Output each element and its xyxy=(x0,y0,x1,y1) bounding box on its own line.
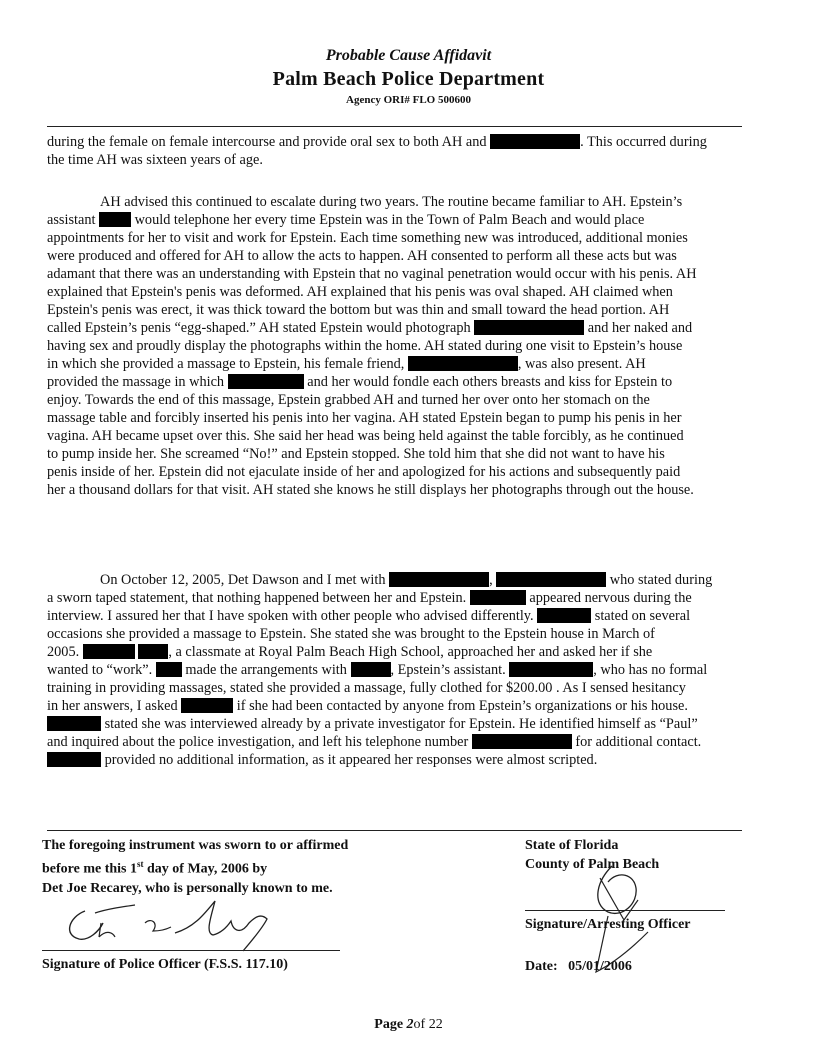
redaction-block xyxy=(408,356,518,371)
redaction-block xyxy=(83,644,135,659)
agency-ori: Agency ORI# FLO 500600 xyxy=(346,94,471,106)
document-title: Probable Cause Affidavit xyxy=(325,47,492,64)
redaction-block xyxy=(470,590,526,605)
header-divider xyxy=(47,126,742,127)
page-number: Page 2of 22 xyxy=(374,1017,443,1032)
redaction-block xyxy=(537,608,591,623)
body-line: appointments for her to visit and work for Epstein. Each time something new was introduced, additional monies xyxy=(47,230,688,246)
department-name: Palm Beach Police Department xyxy=(272,68,545,90)
sworn-line-1: The foregoing instrument was sworn to or affirmed xyxy=(42,838,349,853)
redaction-block xyxy=(509,662,593,677)
officer-signature-label: Signature of Police Officer (F.S.S. 117.10) xyxy=(42,957,288,972)
redaction-block xyxy=(472,734,572,749)
body-line: to pump inside her. She screamed “No!” and Epstein stopped. She told him that she did not want to have his xyxy=(47,446,665,462)
redaction-block xyxy=(351,662,391,677)
body-line: the time AH was sixteen years of age. xyxy=(47,152,263,168)
body-line: AH advised this continued to escalate during two years. The routine became familiar to AH. Epstein’s xyxy=(100,194,683,210)
body-line: having sex and proudly display the photographs within the home. AH stated during one visit to Epstein’s house xyxy=(47,338,683,354)
body-line: adamant that there was an understanding with Epstein that no vaginal penetration would occur with his penis. AH xyxy=(47,266,697,282)
date-field: Date: 05/01/2006 xyxy=(525,959,632,974)
body-line: wanted to “work”. made the arrangements with , Epstein’s assistant. , who has no formal xyxy=(47,662,708,678)
sworn-line-2: before me this 1st day of May, 2006 by xyxy=(42,859,268,877)
body-line: in her answers, I asked if she had been contacted by anyone from Epstein’s organizations or his house. xyxy=(47,698,688,714)
body-line: 2005. , a classmate at Royal Palm Beach High School, approached her and asked her if she xyxy=(47,644,653,660)
body-line: called Epstein’s penis “egg-shaped.” AH stated Epstein would photograph and her naked and xyxy=(47,320,693,336)
redaction-block xyxy=(490,134,580,149)
body-line: provided no additional information, as it appeared her responses were almost scripted. xyxy=(47,751,597,769)
body-line: were produced and offered for AH to allow the acts to happen. AH consented to perform all these acts but was xyxy=(47,248,677,264)
body-line: occasions she provided a massage to Epstein. She stated she was brought to the Epstein house in March of xyxy=(47,626,655,642)
body-line: Epstein's penis was erect, it was thick toward the bottom but was thin and small toward the head portion. AH xyxy=(47,302,670,318)
body-line: assistant would telephone her every time Epstein was in the Town of Palm Beach and would place xyxy=(47,212,645,228)
body-line: enjoy. Towards the end of this massage, Epstein grabbed AH and turned her over onto her stomach on the xyxy=(47,392,650,408)
redaction-block xyxy=(138,644,168,659)
redaction-block xyxy=(389,572,489,587)
officer-signature-line xyxy=(42,950,340,951)
body-line: her a thousand dollars for that visit. AH stated she knows he still displays her photographs through out the house. xyxy=(47,482,694,498)
body-line: vagina. AH became upset over this. She said her head was being held against the table forcibly, as he continued xyxy=(47,428,684,444)
body-line: a sworn taped statement, that nothing happened between her and Epstein. appeared nervous during the xyxy=(47,590,692,606)
footer-divider xyxy=(47,830,742,831)
body-line: interview. I assured her that I have spoken with other people who advised differently. stated on several xyxy=(47,608,691,624)
officer-signature-scribble xyxy=(55,893,295,953)
redaction-block xyxy=(496,572,606,587)
body-line: and inquired about the police investigation, and left his telephone number for additional contact. xyxy=(47,734,702,750)
body-line: during the female on female intercourse and provide oral sex to both AH and . This occurred during xyxy=(47,134,707,150)
sworn-statement xyxy=(42,836,348,898)
redaction-block xyxy=(99,212,131,227)
date-value: 05/01/2006 xyxy=(568,959,632,974)
sworn-line-3: Det Joe Recarey, who is personally known to me. xyxy=(42,880,333,896)
arresting-signature-line xyxy=(525,910,725,911)
body-line: massage table and forcibly inserted his penis into her vagina. AH stated Epstein began to pump his penis in her xyxy=(47,410,682,426)
redaction-block xyxy=(181,698,233,713)
body-line: provided the massage in which and her would fondle each others breasts and kiss for Epstein to xyxy=(47,374,673,390)
arresting-signature-label: Signature/Arresting Officer xyxy=(525,917,691,932)
county-label: County of Palm Beach xyxy=(525,857,660,872)
body-line: On October 12, 2005, Det Dawson and I met with , who stated during xyxy=(100,572,713,588)
body-line: stated she was interviewed already by a private investigator for Epstein. He identified himself as “Paul” xyxy=(47,715,698,733)
state-label: State of Florida xyxy=(525,838,619,853)
body-line: penis inside of her. Epstein did not ejaculate inside of her and apologized for his actions and subsequently paid xyxy=(47,464,681,480)
redaction-block xyxy=(47,716,101,731)
body-line: in which she provided a massage to Epstein, his female friend, , was also present. AH xyxy=(47,356,646,372)
body-line: training in providing massages, stated she provided a massage, fully clothed for $200.00 . As I sensed hesitancy xyxy=(47,680,686,696)
body-line: explained that Epstein's penis was deformed. AH explained that his penis was oval shaped. AH claimed when xyxy=(47,284,673,300)
redaction-block xyxy=(156,662,182,677)
redaction-block xyxy=(228,374,304,389)
redaction-block xyxy=(474,320,584,335)
redaction-block xyxy=(47,752,101,767)
